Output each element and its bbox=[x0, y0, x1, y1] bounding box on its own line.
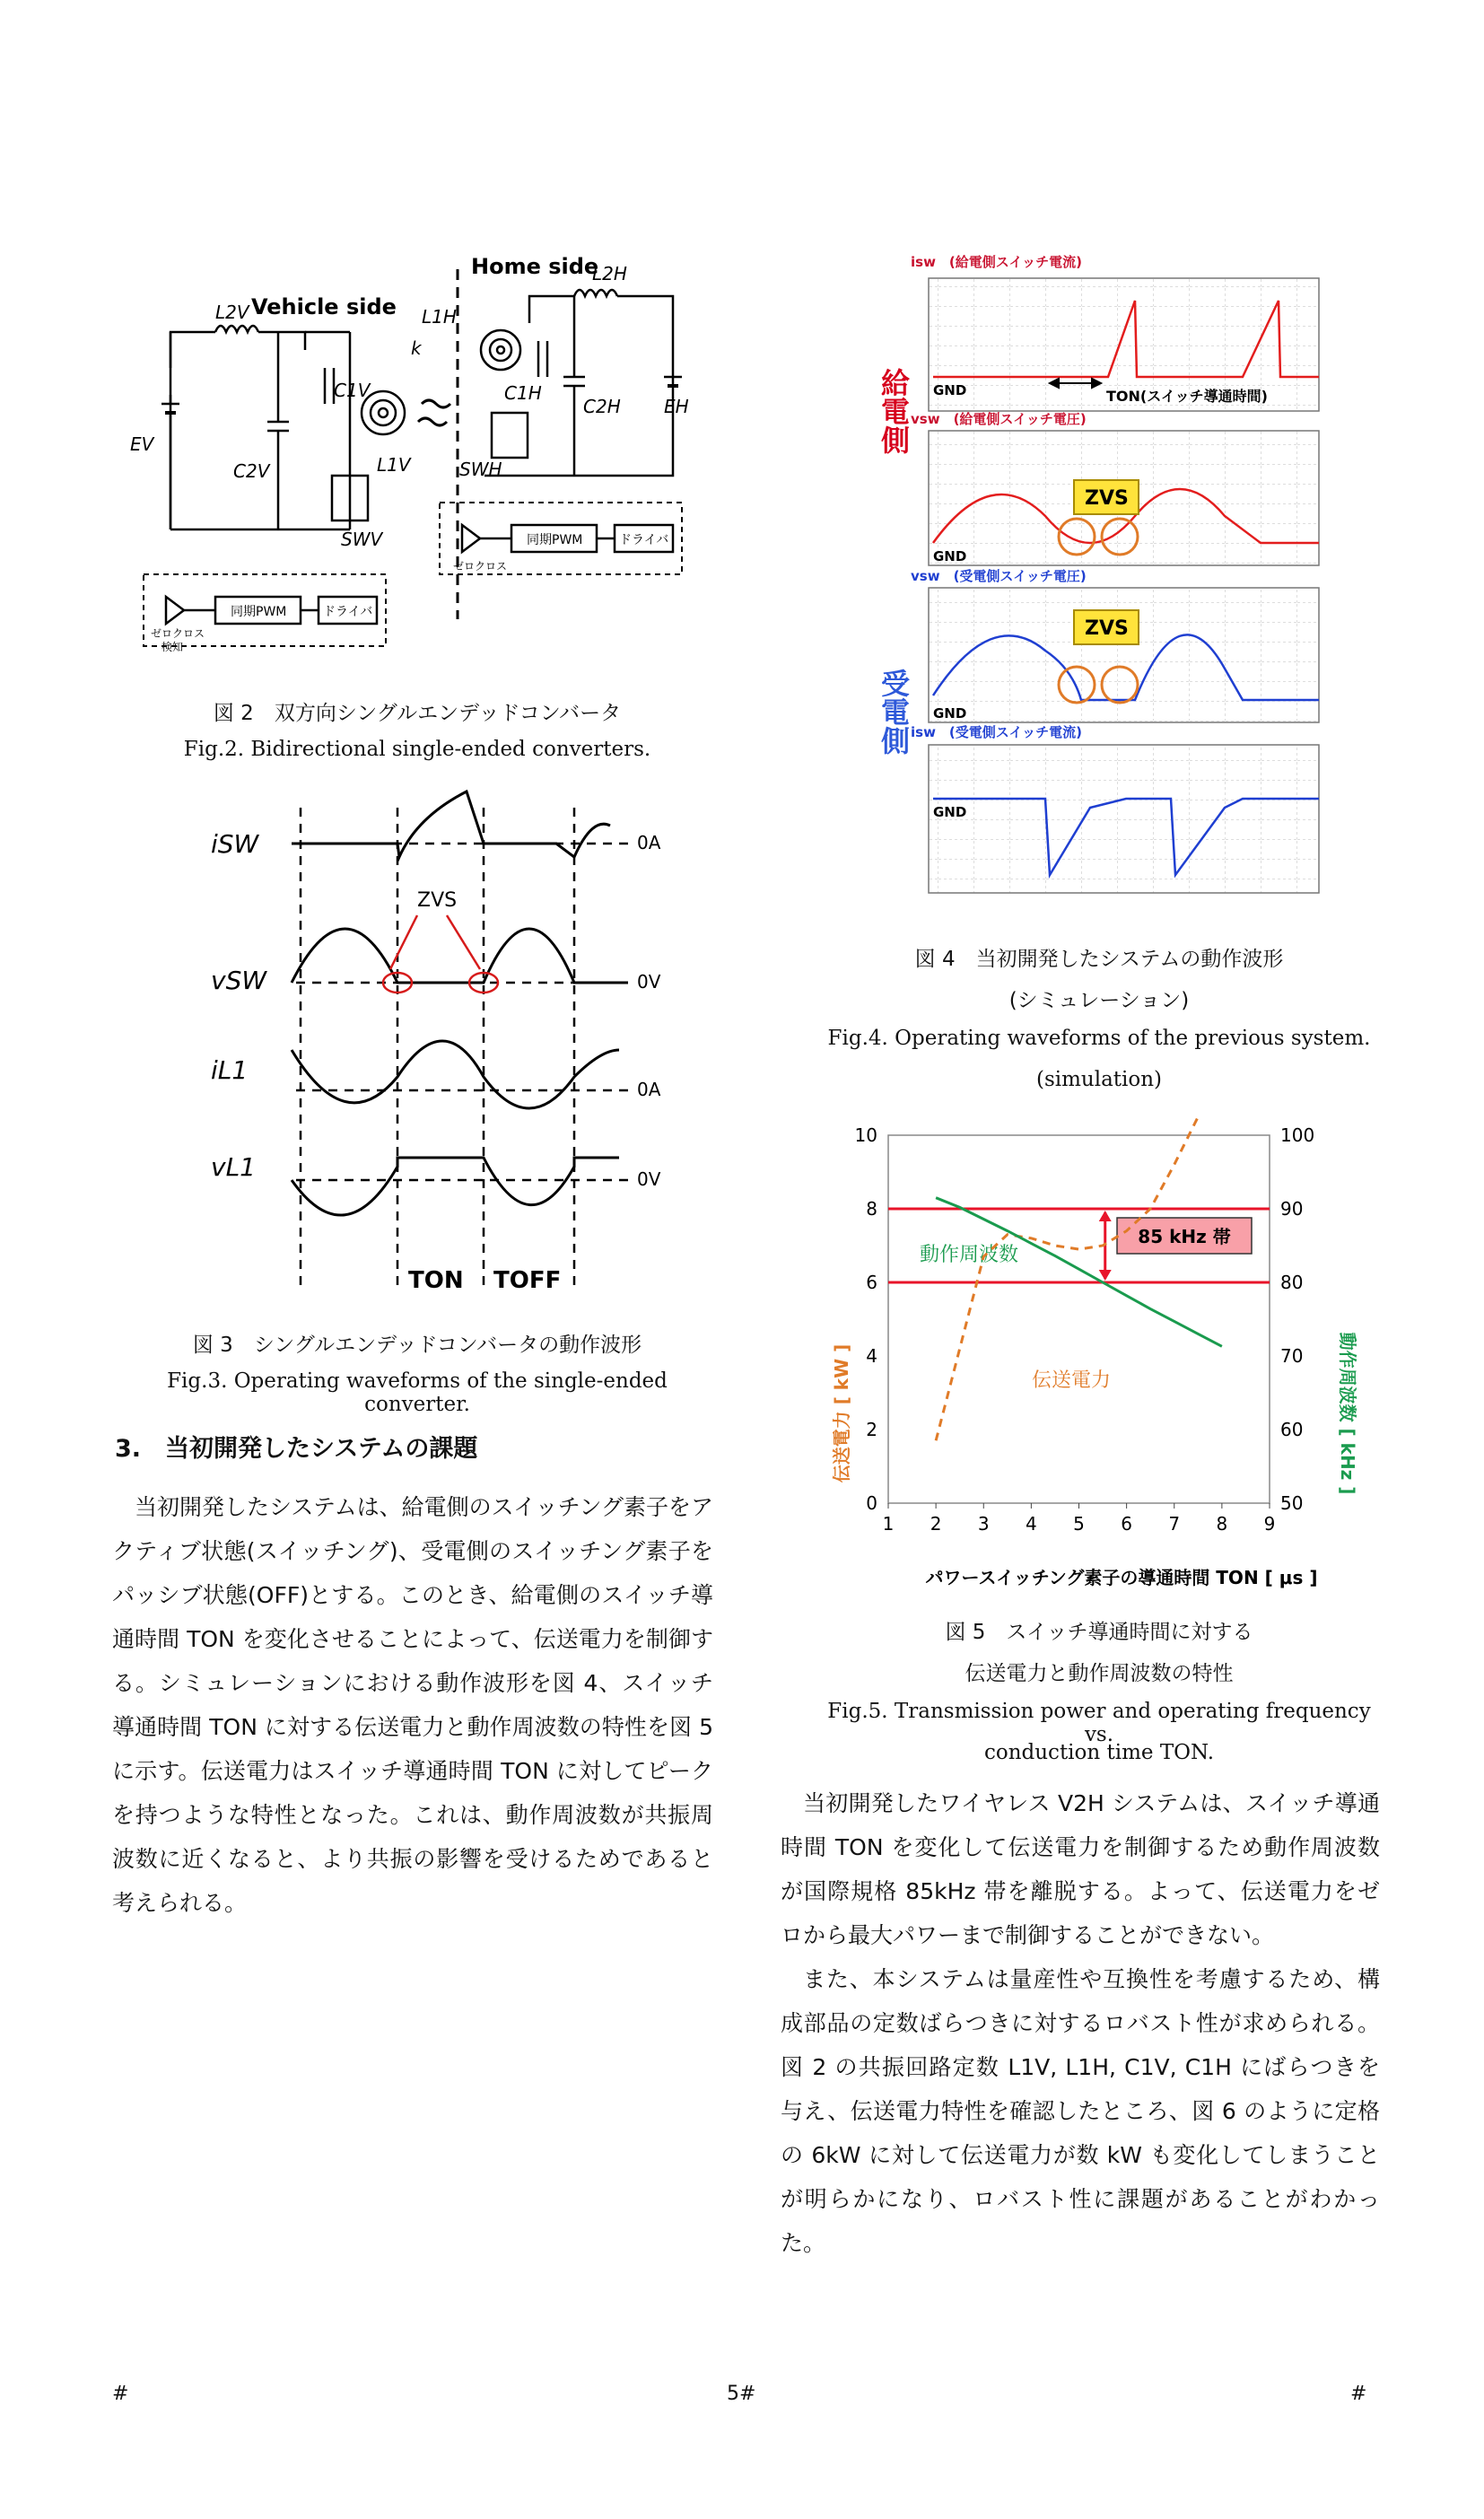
label-toff: TOFF bbox=[493, 1267, 562, 1294]
fig4-waveforms bbox=[866, 247, 1323, 897]
fig4-svg bbox=[866, 247, 1323, 897]
fig5-svg bbox=[821, 1117, 1359, 1602]
zvs-badge-rx: ZVS bbox=[1085, 617, 1129, 640]
panel-label-1: isw (給電側スイッチ電流) bbox=[911, 254, 1083, 270]
panel-label-3: vsw (受電側スイッチ電圧) bbox=[911, 568, 1087, 584]
x-tick-label: 3 bbox=[977, 1513, 990, 1535]
fig5-caption-ja-2: 伝送電力と動作周波数の特性 bbox=[965, 1662, 1234, 1685]
label-vl1: vL1 bbox=[211, 1152, 256, 1182]
block-zc-home: ゼロクロス bbox=[453, 560, 508, 573]
label-il1: iL1 bbox=[211, 1055, 249, 1085]
y-left-tick-label: 6 bbox=[866, 1272, 877, 1293]
block-pwm-home: 同期PWM bbox=[527, 533, 583, 547]
x-tick-label: 4 bbox=[1026, 1513, 1037, 1535]
y-right-tick-label: 60 bbox=[1280, 1419, 1304, 1440]
zero-label-4: 0V bbox=[637, 1168, 661, 1190]
gnd-4: GND bbox=[933, 804, 967, 820]
gnd-1: GND bbox=[933, 382, 967, 398]
block-driver-vehicle: ドライバ bbox=[323, 605, 373, 619]
label-l2h: L2H bbox=[592, 263, 627, 284]
fig2-svg bbox=[126, 242, 709, 673]
y-axis-left-label: 伝送電力 [ kW ] bbox=[831, 1343, 852, 1483]
home-side-label: Home side bbox=[471, 254, 599, 279]
x-axis-label: パワースイッチング素子の導通時間 TON [ μs ] bbox=[925, 1567, 1318, 1588]
fig3-svg bbox=[197, 781, 691, 1301]
power-series-label: 伝送電力 bbox=[1032, 1369, 1112, 1392]
label-ton: TON bbox=[408, 1267, 464, 1294]
fig4-caption-en-2: (simulation) bbox=[1035, 1068, 1163, 1091]
fig3-waveforms bbox=[197, 781, 691, 1301]
label-isw: iSW bbox=[211, 829, 259, 859]
x-tick-label: 6 bbox=[1121, 1513, 1132, 1535]
plot-frame bbox=[888, 1135, 1270, 1503]
gnd-2: GND bbox=[933, 548, 967, 564]
x-tick-label: 2 bbox=[930, 1513, 942, 1535]
y-right-tick-label: 50 bbox=[1280, 1492, 1304, 1514]
label-swh: SWH bbox=[459, 459, 502, 480]
label-l1v: L1V bbox=[377, 454, 411, 476]
y-axis-right-label: 動作周波数 [ kHz ] bbox=[1337, 1332, 1358, 1495]
section-body bbox=[112, 1485, 713, 1925]
band-arrow-head-bottom bbox=[1099, 1270, 1112, 1281]
footer-left: # bbox=[112, 2383, 129, 2405]
fig2-caption-ja: 図 2 双方向シングルエンデッドコンバータ bbox=[213, 702, 622, 725]
x-tick-label: 9 bbox=[1263, 1513, 1276, 1535]
right-paragraph-2: また、本システムは量産性や互換性を考慮するため、構成部品の定数ばらつきに対するロバスト性が求められる。図 2 の共振回路定数 L1V, L1H, C1V, C1H にばらつきを与え、伝送電力特性を確認したところ、図 6 のように定格の 6kW に対して伝送電力が数 kW も変化してしまうことが明らかになり、ロバスト性に課題があることがわかった。 bbox=[781, 1966, 1380, 2256]
vehicle-side-label: Vehicle side bbox=[251, 294, 397, 319]
fig5-caption-en-1: Fig.5. Transmission power and operating frequency vs. bbox=[827, 1700, 1371, 1746]
y-left-tick-label: 8 bbox=[866, 1198, 877, 1220]
y-left-tick-label: 4 bbox=[866, 1345, 877, 1367]
x-tick-label: 1 bbox=[882, 1513, 895, 1535]
label-eh: EH bbox=[664, 396, 689, 417]
fig5-caption-en-2: conduction time TON. bbox=[983, 1741, 1215, 1764]
fig3-caption-en: Fig.3. Operating waveforms of the single-ended converter. bbox=[167, 1369, 668, 1416]
label-ev: EV bbox=[130, 433, 154, 455]
footer-page-number: 5# bbox=[727, 2383, 756, 2405]
band-arrow-head-top bbox=[1099, 1211, 1112, 1221]
right-body bbox=[781, 1781, 1380, 2265]
side-rx-label: 受電側 bbox=[877, 669, 911, 755]
zvs-badge-tx: ZVS bbox=[1085, 487, 1129, 510]
freq-series-label: 動作周波数 bbox=[920, 1244, 1019, 1266]
block-driver-home: ドライバ bbox=[619, 533, 669, 547]
fig2-circuit bbox=[126, 242, 709, 673]
x-tick-label: 5 bbox=[1073, 1513, 1085, 1535]
y-right-tick-label: 70 bbox=[1280, 1345, 1304, 1367]
footer-right: # bbox=[1350, 2383, 1367, 2405]
label-vsw: vSW bbox=[211, 966, 267, 995]
section-paragraph: 当初開発したシステムは、給電側のスイッチング素子をアクティブ状態(スイッチング)、受電側のスイッチング素子をパッシブ状態(OFF)とする。このとき、給電側のスイッチ導通時間 TON を変化させることによって、伝送電力を制御する。シミュレーションにおける動作波形を図 4、スイッチ導通時間 TON に対する伝送電力と動作周波数の特性を図 5 に示す。伝送電力はスイッチ導通時間 TON に対してピークを持つような特性となった。これは、動作周波数が共振周波数に近くなると、より共振の影響を受けるためであると考えられる。 bbox=[112, 1494, 713, 1916]
label-c2v: C2V bbox=[233, 460, 270, 482]
y-left-tick-label: 0 bbox=[866, 1492, 877, 1514]
fig5-caption-ja-1: 図 5 スイッチ導通時間に対する bbox=[945, 1621, 1253, 1644]
zero-label-2: 0V bbox=[637, 971, 661, 993]
fig2-caption-en: Fig.2. Bidirectional single-ended converters. bbox=[183, 738, 651, 761]
block-zc-vehicle-2: 検知 bbox=[161, 641, 184, 653]
y-right-tick-label: 100 bbox=[1280, 1124, 1315, 1146]
fig4-caption-ja-1: 図 4 当初開発したシステムの動作波形 bbox=[914, 948, 1284, 971]
fig4-caption-en-1: Fig.4. Operating waveforms of the previous system. bbox=[827, 1027, 1371, 1050]
zero-label-3: 0A bbox=[637, 1079, 661, 1100]
gnd-3: GND bbox=[933, 705, 967, 722]
section-heading: 3. 当初開発したシステムの課題 bbox=[115, 1435, 478, 1463]
y-right-tick-label: 80 bbox=[1280, 1272, 1304, 1293]
right-paragraph-1: 当初開発したワイヤレス V2H システムは、スイッチ導通時間 TON を変化して伝送電力を制御するため動作周波数が国際規格 85kHz 帯を離脱する。よって、伝送電力をゼロから最大パワーまで制御することができない。 bbox=[781, 1790, 1380, 1948]
x-tick-label: 7 bbox=[1168, 1513, 1181, 1535]
side-tx-label: 給電側 bbox=[877, 368, 911, 454]
panel-label-2: vsw (給電側スイッチ電圧) bbox=[911, 411, 1087, 427]
block-zc-vehicle: ゼロクロス bbox=[151, 627, 205, 640]
label-k: k bbox=[411, 337, 422, 359]
label-c1v: C1V bbox=[334, 380, 371, 401]
fig5-chart bbox=[821, 1117, 1359, 1602]
panel-label-4: isw (受電側スイッチ電流) bbox=[911, 724, 1083, 740]
y-left-tick-label: 2 bbox=[866, 1419, 877, 1440]
band-label: 85 kHz 帯 bbox=[1138, 1226, 1231, 1247]
y-right-tick-label: 90 bbox=[1280, 1198, 1304, 1220]
label-swv: SWV bbox=[341, 529, 383, 550]
label-zvs: ZVS bbox=[417, 889, 458, 912]
block-pwm-vehicle: 同期PWM bbox=[231, 605, 287, 619]
fig4-caption-ja-2: (シミュレーション) bbox=[1008, 989, 1190, 1012]
label-c1h: C1H bbox=[504, 382, 542, 404]
label-l1h: L1H bbox=[422, 306, 457, 328]
y-left-tick-label: 10 bbox=[854, 1124, 877, 1146]
label-l2v: L2V bbox=[215, 302, 249, 323]
series-line-power bbox=[936, 1117, 1198, 1440]
fig3-caption-ja: 図 3 シングルエンデッドコンバータの動作波形 bbox=[192, 1334, 642, 1357]
label-c2h: C2H bbox=[583, 396, 621, 417]
ton-note: TON(スイッチ導通時間) bbox=[1106, 388, 1268, 405]
x-tick-label: 8 bbox=[1216, 1513, 1228, 1535]
zero-label-1: 0A bbox=[637, 832, 661, 853]
